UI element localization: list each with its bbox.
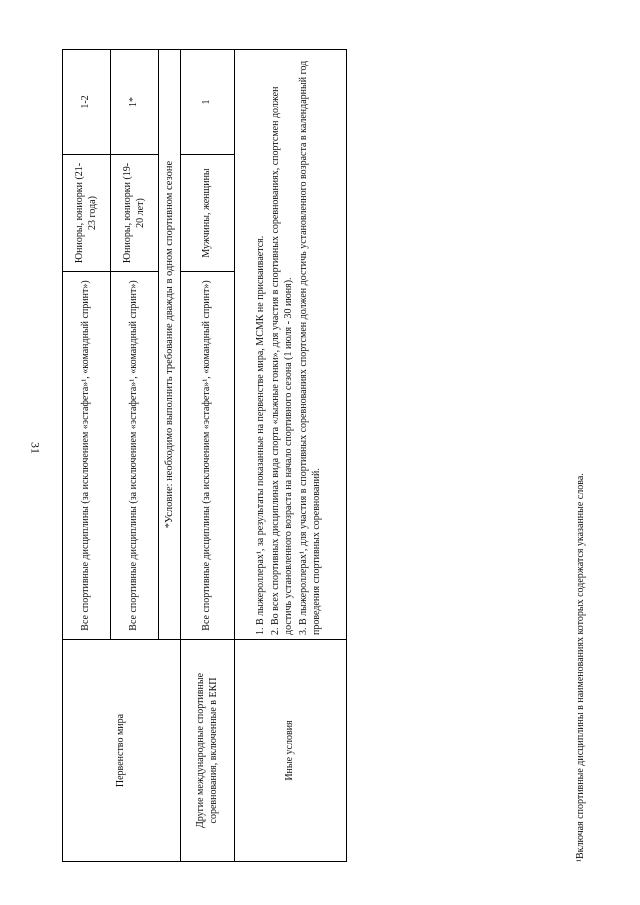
disciplines-cell: Все спортивные дисциплины (за исключением «эстафета»¹, «командный спринт») bbox=[111, 272, 159, 640]
other-conditions-text bbox=[235, 50, 347, 640]
qualification-table bbox=[62, 49, 347, 862]
place-cell: 1 bbox=[181, 50, 235, 155]
disciplines-cell: Все спортивные дисциплины (за исключением «эстафета»¹, «командный спринт») bbox=[63, 272, 111, 640]
table-row bbox=[235, 50, 347, 862]
place-cell: 1-2 bbox=[63, 50, 111, 155]
footnote: ¹Включая спортивные дисциплины в наименованиях которых содержатся указанные слова. bbox=[575, 473, 586, 862]
rotated-table-container bbox=[62, 50, 349, 862]
place-cell: 1* bbox=[111, 50, 159, 155]
age-group-cell: Юниоры, юниорки (19-20 лет) bbox=[111, 155, 159, 272]
table-row bbox=[181, 50, 235, 862]
table-row bbox=[63, 50, 111, 862]
condition-note: *Условие: необходимо выполнить требование дважды в одном спортивном сезоне bbox=[159, 50, 181, 640]
competition-cell: Другие международные спортивные соревнования, включенные в ЕКП bbox=[181, 640, 235, 862]
condition-item: 2. Во всех спортивных дисциплинах вида спорта «лыжные гонки», для участия в спортивных соревнованиях, спортсмен должен достичь установленного возраста на начало спортивного сезона (1 июля - 30 июня). bbox=[270, 86, 294, 635]
other-conditions-label: Иные условия bbox=[235, 640, 347, 862]
age-group-cell: Юниоры, юниорки (21-23 года) bbox=[63, 155, 111, 272]
competition-cell: Первенство мира bbox=[63, 640, 181, 862]
age-group-cell: Мужчины, женщины bbox=[181, 155, 235, 272]
page-number: 31 bbox=[28, 442, 43, 454]
condition-item: 1. В лыжероллерах¹, за результаты показанные на первенстве мира, МСМК не присваивается. bbox=[254, 235, 266, 635]
disciplines-cell: Все спортивные дисциплины (за исключением «эстафета»¹, «командный спринт») bbox=[181, 272, 235, 640]
condition-item: 3. В лыжероллерах¹, для участия в спортивных соревнованиях спортсмен должен достичь установленного возраста в календарный год проведения спортивных соревнований. bbox=[298, 60, 322, 635]
